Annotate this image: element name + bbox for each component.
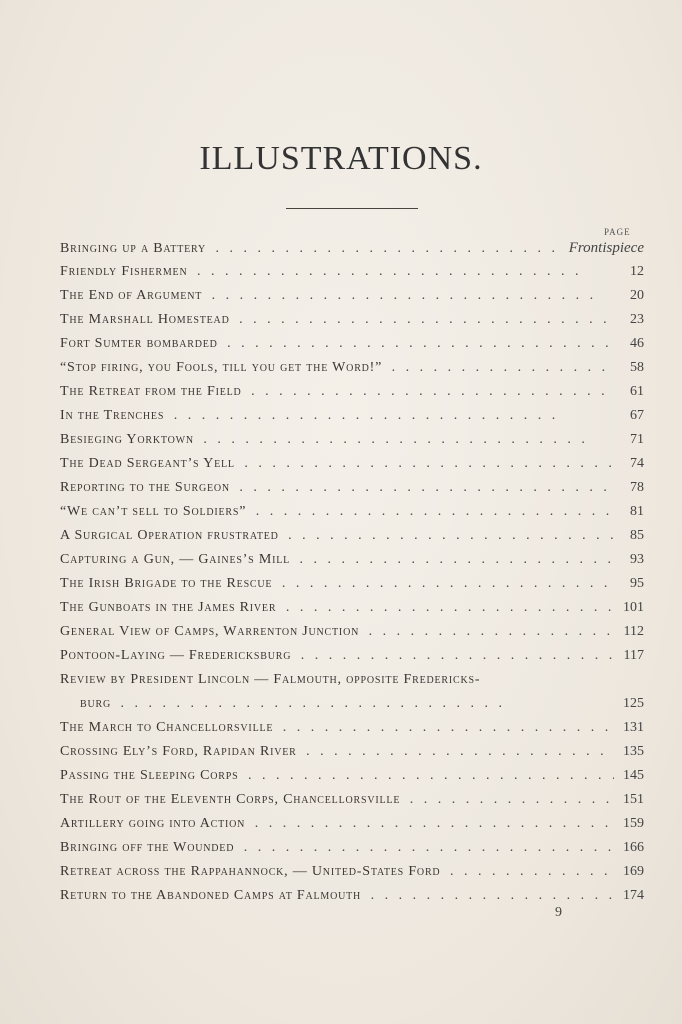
entry-page: 125 [623, 696, 644, 711]
entry-label: In the Trenches [60, 408, 165, 423]
dot-leader [446, 864, 614, 880]
dot-leader [200, 432, 614, 448]
entry-label-continuation: burg [80, 696, 111, 711]
list-item [60, 576, 644, 598]
entry-label: The Rout of the Eleventh Corps, Chancellorsville [60, 792, 401, 807]
list-item [60, 552, 644, 574]
entry-label: Bringing off the Wounded [60, 840, 235, 855]
entry-page: 61 [630, 384, 644, 399]
entry-label: Return to the Abandoned Camps at Falmouth [60, 888, 362, 903]
dot-leader [303, 744, 614, 760]
entry-page: 117 [623, 648, 644, 663]
dot-leader [252, 504, 614, 520]
entry-label: The Irish Brigade to the Rescue [60, 576, 273, 591]
entry-label: Retreat across the Rappahannock, — United-States Ford [60, 864, 441, 879]
entry-page: 74 [630, 456, 644, 471]
entry-page: 23 [630, 312, 644, 327]
list-item-continuation [60, 696, 644, 718]
page-number: 9 [555, 905, 562, 920]
dot-leader [208, 288, 614, 304]
entry-page: 67 [630, 408, 644, 423]
dot-leader [212, 241, 563, 257]
dot-leader [244, 768, 614, 784]
entry-page: Frontispiece [568, 240, 644, 256]
entry-page: 85 [630, 528, 644, 543]
entry-page: 58 [630, 360, 644, 375]
list-item [60, 768, 644, 790]
entry-label: Reporting to the Surgeon [60, 480, 230, 495]
entry-label: A Surgical Operation frustrated [60, 528, 279, 543]
entry-page: 20 [630, 288, 644, 303]
dot-leader [193, 264, 614, 280]
title-rule [286, 208, 418, 209]
entry-page: 135 [623, 744, 644, 759]
entry-label: Fort Sumter bombarded [60, 336, 218, 351]
list-item [60, 240, 644, 262]
list-item [60, 648, 644, 670]
dot-leader [279, 720, 614, 736]
entry-label: Besieging Yorktown [60, 432, 194, 447]
entry-page: 145 [623, 768, 644, 783]
page-column-label: PAGE [604, 227, 631, 237]
list-item [60, 528, 644, 550]
entry-label: The Retreat from the Field [60, 384, 242, 399]
list-item [60, 456, 644, 478]
entry-label: Pontoon-Laying — Fredericksburg [60, 648, 292, 663]
list-item [60, 384, 644, 406]
list-item [60, 264, 644, 286]
entry-page: 95 [630, 576, 644, 591]
dot-leader [296, 552, 614, 568]
dot-leader [297, 648, 614, 664]
entry-label: The Marshall Homestead [60, 312, 230, 327]
dot-leader [236, 480, 614, 496]
entry-label: Bringing up a Battery [60, 241, 206, 256]
dot-leader [241, 456, 614, 472]
list-item [60, 792, 644, 814]
entry-page: 169 [623, 864, 644, 879]
entry-label: Crossing Ely’s Ford, Rapidan River [60, 744, 297, 759]
dot-leader [388, 360, 614, 376]
entry-label: General View of Camps, Warrenton Junction [60, 624, 360, 639]
entry-page: 174 [623, 888, 644, 903]
dot-leader [278, 576, 614, 592]
list-item [60, 816, 644, 838]
list-item [60, 624, 644, 646]
dot-leader [117, 696, 614, 712]
entry-page: 166 [623, 840, 644, 855]
list-item [60, 336, 644, 358]
entry-label: Friendly Fishermen [60, 264, 188, 279]
dot-leader [367, 888, 614, 904]
entry-page: 46 [630, 336, 644, 351]
list-item [60, 744, 644, 766]
list-item [60, 864, 644, 886]
list-item [60, 432, 644, 454]
entry-label: The Gunboats in the James River [60, 600, 277, 615]
entry-page: 71 [630, 432, 644, 447]
list-item [60, 840, 644, 862]
entry-label: The Dead Sergeant’s Yell [60, 456, 235, 471]
list-item [60, 312, 644, 334]
entry-page: 131 [623, 720, 644, 735]
entry-page: 78 [630, 480, 644, 495]
entry-page: 112 [623, 624, 644, 639]
dot-leader [248, 384, 614, 400]
dot-leader [282, 600, 614, 616]
entry-page: 101 [623, 600, 644, 615]
entry-page: 151 [623, 792, 644, 807]
entry-label: Capturing a Gun, — Gaines’s Mill [60, 552, 291, 567]
entry-label: “Stop firing, you Fools, till you get the Word!” [60, 360, 383, 375]
dot-leader [251, 816, 614, 832]
entry-label: The End of Argument [60, 288, 203, 303]
entry-label: The March to Chancellorsville [60, 720, 274, 735]
list-item [60, 480, 644, 502]
dot-leader [236, 312, 614, 328]
list-item [60, 720, 644, 742]
entry-page: 81 [630, 504, 644, 519]
entry-page: 93 [630, 552, 644, 567]
list-item [60, 672, 644, 694]
entry-label: Review by President Lincoln — Falmouth, opposite Fredericks- [60, 672, 481, 687]
dot-leader [365, 624, 614, 640]
list-item [60, 288, 644, 310]
list-item [60, 504, 644, 526]
dot-leader [240, 840, 614, 856]
page-title: ILLUSTRATIONS. [199, 140, 483, 177]
entry-page: 12 [630, 264, 644, 279]
entry-label: Artillery going into Action [60, 816, 246, 831]
entry-label: “We can’t sell to Soldiers” [60, 504, 247, 519]
entry-label: Passing the Sleeping Corps [60, 768, 239, 783]
dot-leader [285, 528, 614, 544]
dot-leader [406, 792, 614, 808]
entry-page: 159 [623, 816, 644, 831]
list-item [60, 600, 644, 622]
dot-leader [170, 408, 614, 424]
list-item [60, 360, 644, 382]
dot-leader [224, 336, 614, 352]
list-item [60, 408, 644, 430]
